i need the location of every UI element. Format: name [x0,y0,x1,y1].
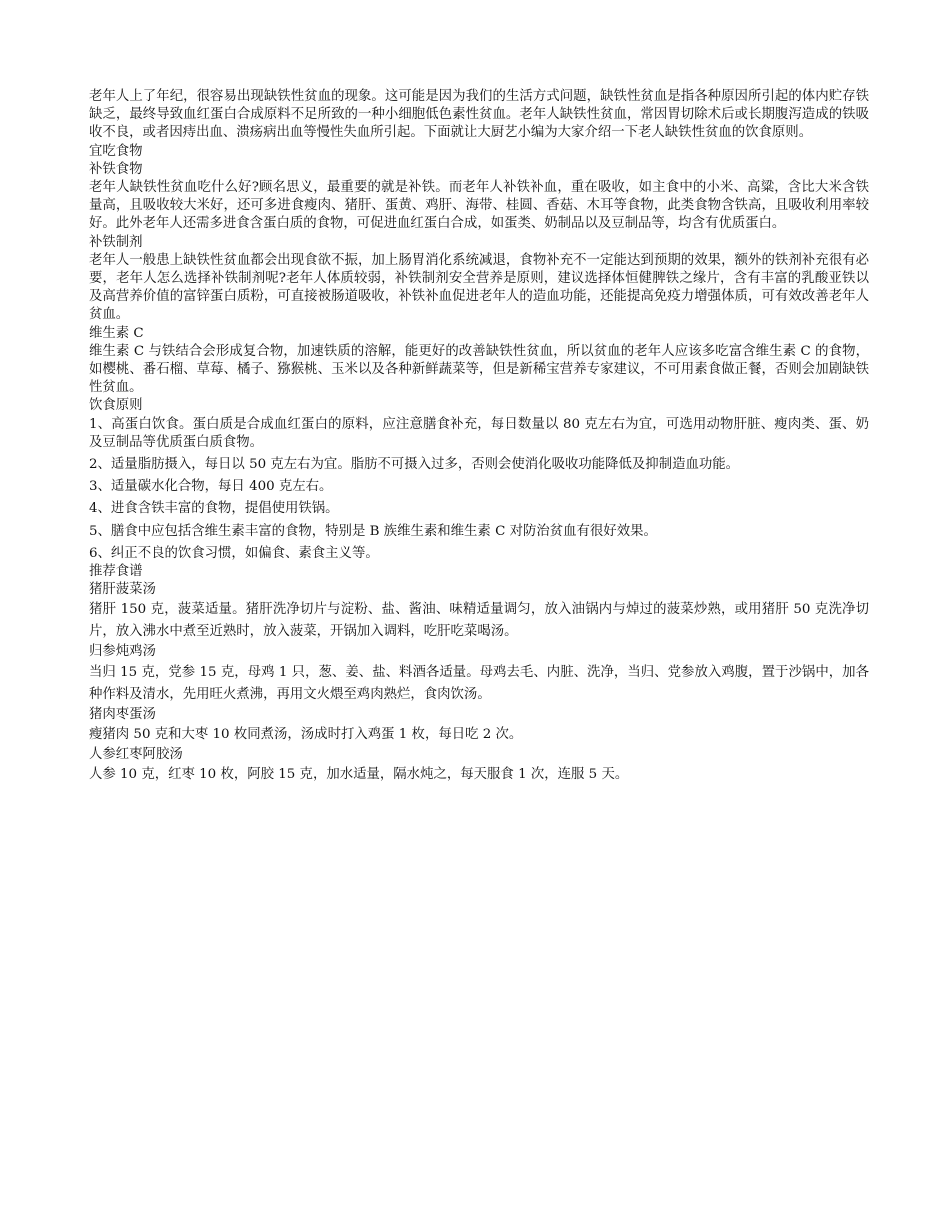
principle-item: 1、高蛋白饮食。蛋白质是合成血红蛋白的原料，应注意膳食补充，每日数量以 80 克左右为宜，可选用动物肝脏、瘦肉类、蛋、奶及豆制品等优质蛋白质食物。 [89,416,869,450]
principle-item: 5、膳食中应包括含维生素丰富的食物，特别是 B 族维生素和维生素 C 对防治贫血有很好效果。 [89,523,657,539]
recipe-title: 猪肝菠菜汤 [89,582,156,598]
principles-list [89,416,869,563]
paragraph-vitamin-c: 维生素 C 与铁结合会形成复合物，加速铁质的溶解，能更好的改善缺铁性贫血，所以贫血的老年人应该多吃富含维生素 C 的食物，如樱桃、番石榴、草莓、橘子、猕猴桃、玉米以及各种新鲜蔬菜等，但是新稀宝营养专家建议，不可用素食做正餐，否则会加剧缺铁性贫血。 [89,343,869,396]
principle-item: 6、纠正不良的饮食习惯，如偏食、素食主义等。 [89,545,379,561]
recipe-title: 猪肉枣蛋汤 [89,706,156,722]
principle-item: 3、适量碳水化合物，每日 400 克左右。 [89,479,333,495]
section-heading-principles: 饮食原则 [89,398,143,414]
paragraph-iron-food: 老年人缺铁性贫血吃什么好?顾名思义，最重要的就是补铁。而老年人补铁补血，重在吸收，如主食中的小米、高粱，含比大米含铁量高，且吸收较大米好，还可多进食瘦肉、猪肝、蛋黄、鸡肝、海带、桂圆、香菇、木耳等食物，此类食物含铁高，且吸收利用率较好。此外老年人还需多进食含蛋白质的食物，可促进血红蛋白合成，如蛋类、奶制品以及豆制品等，均含有优质蛋白。 [89,180,869,232]
recipe-text: 人参 10 克，红枣 10 枚，阿胶 15 克，加水适量，隔水炖之，每天服食 1 次，连服 5 天。 [89,767,629,783]
principle-item: 2、适量脂肪摄入，每日以 50 克左右为宜。脂肪不可摄入过多，否则会使消化吸收功能降低及抑制造血功能。 [89,457,740,473]
section-heading-recipes: 推荐食谱 [89,564,143,580]
recipe-text: 猪肝 150 克，菠菜适量。猪肝洗净切片与淀粉、盐、酱油、味精适量调匀，放入油锅内与焯过的菠菜炒熟，或用猪肝 50 克洗净切片，放入沸水中煮至近熟时，放入菠菜，开锅加入调料，吃肝吃菜喝汤。 [89,602,869,640]
section-heading-foods: 宜吃食物 [89,143,143,159]
recipe-title: 归参炖鸡汤 [89,644,156,660]
article [89,88,869,786]
recipe-text: 瘦猪肉 50 克和大枣 10 枚同煮汤，汤成时打入鸡蛋 1 枚，每日吃 2 次。 [89,726,523,742]
intro-paragraph: 老年人上了年纪，很容易出现缺铁性贫血的现象。这可能是因为我们的生活方式问题，缺铁性贫血是指各种原因所引起的体内贮存铁缺乏，最终导致血红蛋白合成原料不足所致的一种小细胞低色素性贫血。老年人缺铁性贫血，常因胃切除术后或长期腹泻造成的铁吸收不良，或者因痔出血、溃疡病出血等慢性失血所引起。下面就让大厨艺小编为大家介绍一下老人缺铁性贫血的饮食原则。 [89,89,869,141]
recipe-title: 人参红枣阿胶汤 [89,746,183,762]
subheading-vitamin-c: 维生素 C [89,325,144,341]
principle-item: 4、进食含铁丰富的食物，提倡使用铁锅。 [89,501,339,517]
subheading-iron-food: 补铁食物 [89,161,143,177]
paragraph-iron-supplement: 老年人一般患上缺铁性贫血都会出现食欲不振，加上肠胃消化系统减退，食物补充不一定能达到预期的效果，额外的铁剂补充很有必要，老年人怎么选择补铁制剂呢?老年人体质较弱，补铁制剂安全营养是原则，建议选择体恒健脾铁之缘片，含有丰富的乳酸亚铁以及高营养价值的富锌蛋白质粉，可直接被肠道吸收，补铁补血促进老年人的造血功能，还能提高免疫力增强体质，可有效改善老年人贫血。 [89,252,869,323]
subheading-iron-supplement: 补铁制剂 [89,234,143,250]
recipe-text: 当归 15 克，党参 15 克，母鸡 1 只，葱、姜、盐、料酒各适量。母鸡去毛、内脏、洗净，当归、党参放入鸡腹，置于沙锅中，加各种作料及清水，先用旺火煮沸，再用文火煨至鸡肉熟烂，食肉饮汤。 [89,664,869,702]
